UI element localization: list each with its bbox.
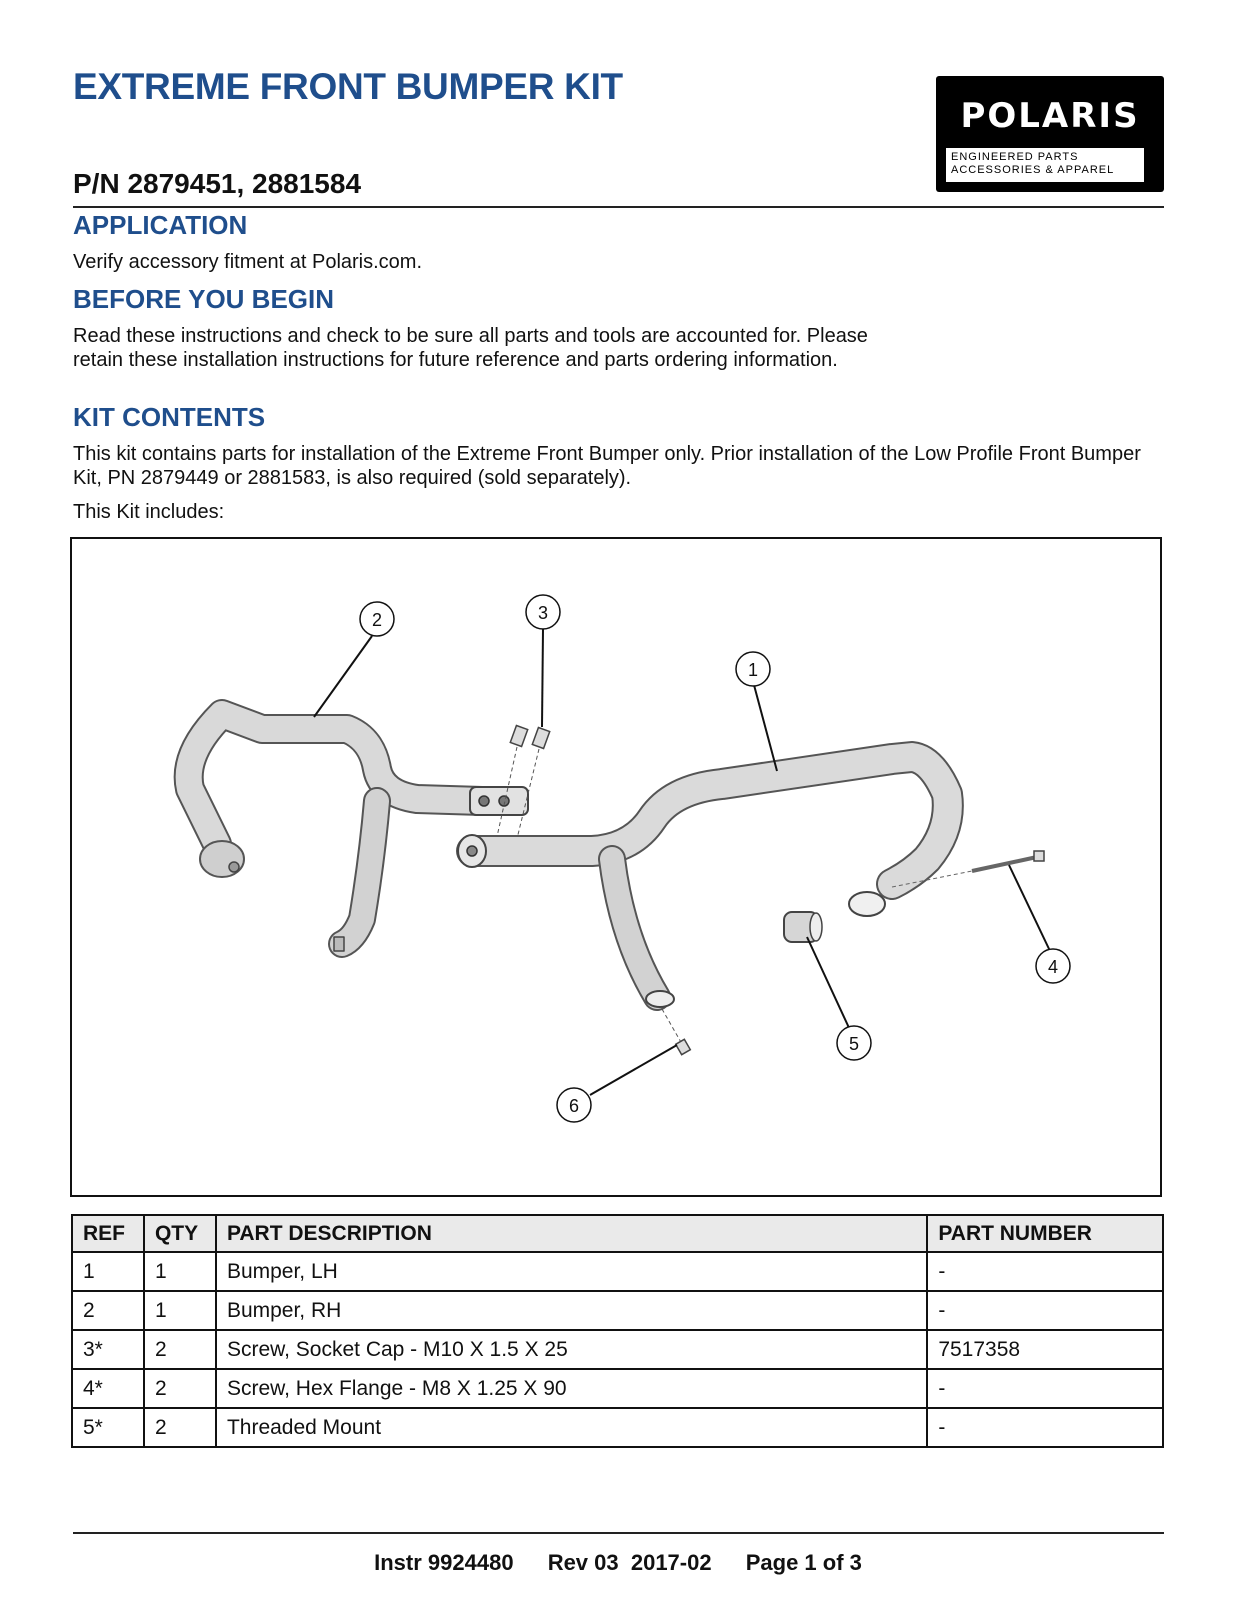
- application-heading: APPLICATION: [73, 210, 248, 240]
- header-ref: REF: [72, 1215, 144, 1252]
- footer-page: Page 1 of 3: [745, 1550, 862, 1575]
- cell-ref: 3*: [72, 1330, 144, 1369]
- cell-part-number: -: [927, 1252, 1163, 1291]
- header-part-number: PART NUMBER: [927, 1215, 1163, 1252]
- before-you-begin-text: [73, 324, 873, 372]
- callout-3-label: 3: [537, 603, 549, 623]
- callout-1: [736, 652, 770, 686]
- callout-2: [360, 602, 394, 636]
- cell-qty: 1: [144, 1252, 216, 1291]
- polaris-logo: [936, 76, 1164, 192]
- header-part-description: PART DESCRIPTION: [216, 1215, 927, 1252]
- kit-contents-text: This kit contains parts for installation of the Extreme Front Bumper only. Prior installation of the Low Profile Front Bumper Kit, PN 2879449 or 2881583, is also required (sold separately).: [73, 443, 1141, 489]
- cell-qty: 1: [144, 1291, 216, 1330]
- before-you-begin-line-1: Read these instructions and check to be sure all parts and tools are accounted for.: [73, 325, 802, 347]
- header-divider: [73, 206, 1164, 208]
- cell-ref: 2: [72, 1291, 144, 1330]
- before-you-begin-line-2: Please retain these installation instructions for future reference and parts ordering information.: [73, 325, 868, 371]
- parts-table: [71, 1214, 1164, 1448]
- cell-ref: 4*: [72, 1369, 144, 1408]
- cell-description: Threaded Mount: [216, 1408, 927, 1447]
- cell-part-number: -: [927, 1369, 1163, 1408]
- cell-qty: 2: [144, 1369, 216, 1408]
- logo-wordmark: POLARIS: [960, 96, 1140, 136]
- cell-qty: 2: [144, 1408, 216, 1447]
- cell-description: Bumper, LH: [216, 1252, 927, 1291]
- kit-includes-label: This Kit includes:: [73, 501, 225, 523]
- callout-1-label: 1: [747, 660, 759, 680]
- table-row: [72, 1408, 1163, 1447]
- table-row: [72, 1252, 1163, 1291]
- callout-3: [526, 595, 560, 629]
- bumper-lh-part: [458, 757, 948, 1007]
- parts-illustration: [72, 539, 1164, 1199]
- small-screw-part: [662, 1009, 690, 1055]
- footer-divider: [73, 1532, 1164, 1534]
- callout-5-label: 5: [848, 1034, 860, 1054]
- cell-part-number: -: [927, 1291, 1163, 1330]
- table-row: [72, 1291, 1163, 1330]
- table-row: [72, 1330, 1163, 1369]
- callout-6-label: 6: [568, 1096, 580, 1116]
- cell-part-number: 7517358: [927, 1330, 1163, 1369]
- application-text: Verify accessory fitment at Polaris.com.: [73, 251, 423, 273]
- table-row: [72, 1369, 1163, 1408]
- callout-4: [1036, 949, 1070, 983]
- logo-tagline: [946, 148, 1144, 182]
- page-title: EXTREME FRONT BUMPER KIT: [73, 66, 623, 107]
- cell-ref: 5*: [72, 1408, 144, 1447]
- logo-tagline-line-1: ENGINEERED PARTS: [951, 151, 1079, 163]
- footer-instr: Instr 9924480: [374, 1550, 514, 1575]
- cell-description: Screw, Socket Cap - M10 X 1.5 X 25: [216, 1330, 927, 1369]
- header-qty: QTY: [144, 1215, 216, 1252]
- parts-diagram: [70, 537, 1162, 1197]
- cell-part-number: -: [927, 1408, 1163, 1447]
- kit-contents-heading: KIT CONTENTS: [73, 402, 266, 432]
- cell-ref: 1: [72, 1252, 144, 1291]
- logo-tagline-line-2: ACCESSORIES & APPAREL: [951, 164, 1115, 176]
- callout-4-label: 4: [1047, 957, 1059, 977]
- callout-6: [557, 1088, 591, 1122]
- page-footer: [0, 1550, 1236, 1576]
- table-header-row: [72, 1215, 1163, 1252]
- cell-description: Screw, Hex Flange - M8 X 1.25 X 90: [216, 1369, 927, 1408]
- footer-rev: Rev 03 2017-02: [547, 1550, 712, 1575]
- cell-qty: 2: [144, 1330, 216, 1369]
- callout-5: [837, 1026, 871, 1060]
- cell-description: Bumper, RH: [216, 1291, 927, 1330]
- part-numbers: P/N 2879451, 2881584: [73, 168, 362, 199]
- bumper-rh-part: [189, 714, 528, 951]
- before-you-begin-heading: BEFORE YOU BEGIN: [73, 284, 335, 314]
- threaded-mount-part: [784, 912, 822, 942]
- callout-2-label: 2: [371, 610, 383, 630]
